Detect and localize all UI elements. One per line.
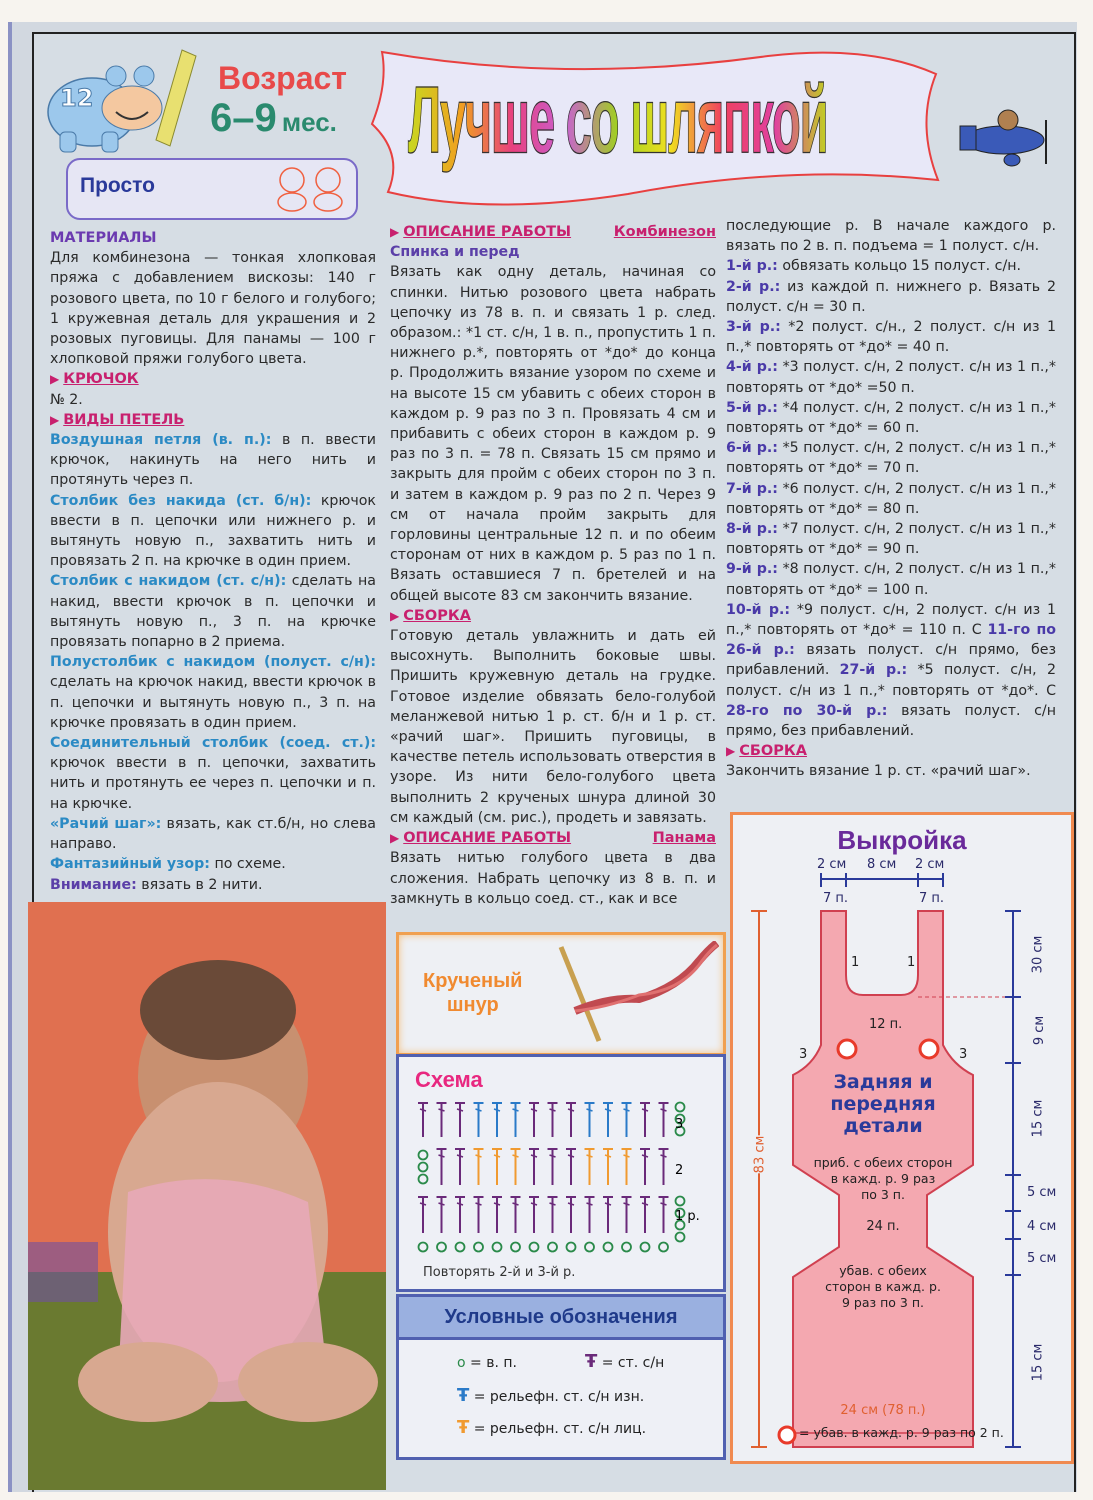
legend-item-front-post — [457, 1417, 646, 1438]
chain-stitch-symbol — [585, 1243, 594, 1252]
dimension-label: 8 см — [867, 857, 897, 872]
right-dimension-label: 5 см — [1027, 1251, 1057, 1266]
row-text: из каждой п. нижнего р. Вязать 2 полуст. с/н = 30 п. — [726, 278, 1057, 315]
row-label: 1-й р.: — [726, 258, 778, 275]
double-crochet-symbol — [474, 1103, 484, 1137]
stitch-term: Столбик с накидом (ст. с/н): — [50, 573, 287, 590]
double-crochet-symbol — [603, 1197, 613, 1233]
increase-note-line: в кажд. р. 9 раз — [830, 1171, 936, 1186]
right-dimension-label: 15 см — [1030, 1343, 1046, 1382]
chain-stitch-symbol — [419, 1243, 428, 1252]
row-label: 3-й р.: — [726, 319, 781, 336]
difficulty-label: Просто — [80, 174, 155, 197]
chain-stitch-icon: o — [457, 1355, 466, 1371]
stitch-description: сделать на крючок накид, ввести крючок в п. цепочки и вытянуть новую п., 3 п. на крючке провязать в один прием. — [50, 674, 376, 731]
turning-chain-symbol — [676, 1197, 685, 1206]
double-crochet-symbol — [622, 1149, 632, 1185]
turning-chain-symbol — [419, 1151, 428, 1160]
row-label: 5-й р.: — [726, 399, 778, 416]
double-crochet-symbol — [437, 1103, 447, 1137]
armhole-mark: 3 — [799, 1047, 808, 1062]
attention-term: Внимание: — [50, 876, 137, 893]
row-label: 9-й р.: — [726, 561, 778, 578]
age-range — [210, 96, 337, 141]
scheme-row-label: 1 р. — [675, 1209, 700, 1224]
double-crochet-symbol — [640, 1197, 650, 1233]
row-instruction — [726, 521, 1056, 557]
ruler-icon — [152, 48, 202, 148]
stitch-definition — [50, 814, 376, 854]
row-instruction — [726, 561, 1056, 597]
row-instruction — [726, 319, 1056, 355]
strap-stitch-label: 7 п. — [919, 891, 945, 906]
stitch-definition — [50, 571, 376, 652]
chain-stitch-symbol — [437, 1243, 446, 1252]
rows-list — [726, 256, 1056, 741]
increase-note — [793, 1155, 973, 1203]
decrease-note-line: 9 раз по 3 п. — [841, 1295, 924, 1310]
legend-item-back-post — [457, 1385, 644, 1406]
scheme-repeat-note: Повторять 2-й и 3-й р. — [423, 1265, 576, 1280]
row-text: *9 полуст. с/н, 2 полуст. с/н из 1 п.,* повторять от *до* = 110 п. С — [726, 601, 1057, 639]
cord-label-line: шнур — [446, 994, 499, 1016]
double-crochet-symbol — [474, 1149, 484, 1185]
right-dimension-label: 9 см — [1032, 1015, 1048, 1046]
double-crochet-symbol — [511, 1197, 521, 1233]
double-crochet-symbol — [474, 1197, 484, 1233]
decrease-note — [793, 1263, 973, 1311]
row-label: 2-й р.: — [726, 278, 781, 295]
pattern-box — [730, 812, 1074, 1464]
attention-text: вязать в 2 нити. — [136, 876, 263, 893]
row-label: 4-й р.: — [726, 359, 778, 376]
stitch-term: Воздушная петля (в. п.): — [50, 432, 272, 449]
work2-text: Вязать нитью голубого цвета в два сложения. Набрать цепочку из 8 в. п. и замкнуть в кольцо соед. ст., как и все — [390, 850, 716, 907]
stitch-description: в п. ввести крючок, накинуть на него нить и протянуть через п. — [50, 432, 376, 489]
stitch-definition — [50, 733, 376, 814]
right-dimension-label: 5 см — [1027, 1185, 1057, 1200]
right-dimension-label: 4 см — [1027, 1219, 1057, 1234]
hook-text: № 2. — [50, 391, 83, 408]
row-instruction — [726, 359, 1056, 395]
stitch-definition — [50, 491, 376, 572]
legend-text: = в. п. — [470, 1355, 517, 1371]
strap-stitch-label: 7 п. — [823, 891, 849, 906]
middle-column — [390, 222, 716, 909]
row-instruction — [726, 481, 1056, 517]
row-label: 7-й р.: — [726, 480, 778, 497]
back-post-dc-icon: Ŧ — [457, 1385, 470, 1406]
double-crochet-symbol — [622, 1197, 632, 1233]
age-label: Возраст — [218, 60, 347, 96]
circle-note: = убав. в кажд. р. 9 раз по 2 п. — [799, 1425, 1004, 1440]
double-crochet-symbol — [455, 1149, 465, 1185]
row-label: 28-го по 30-й р.: — [726, 702, 888, 719]
row-text: *4 полуст. с/н, 2 полуст. с/н из 1 п.,* повторять от *до* = 60 п. — [726, 399, 1056, 437]
left-column — [50, 228, 376, 895]
double-crochet-icon: Ŧ — [585, 1351, 598, 1372]
triangle-icon: ▶ — [390, 608, 400, 623]
right-assembly-text: Закончить вязание 1 р. ст. «рачий шаг». — [726, 763, 1031, 780]
piece-name-line: Задняя и — [833, 1071, 933, 1093]
work-heading-label: ОПИСАНИЕ РАБОТЫ — [403, 224, 572, 240]
stitch-description: крючок ввести в п. цепочки или нижнего р. и вытянуть новую п., захватить нить и провязать 2 п. на крючке в один прием. — [50, 492, 376, 570]
row-label: 8-й р.: — [726, 521, 778, 538]
stitch-term: Соединительный столбик (соед. ст.): — [50, 735, 376, 752]
row-text: *8 полуст. с/н, 2 полуст. с/н из 1 п.,* повторять от *до* = 100 п. — [726, 561, 1056, 598]
double-crochet-symbol — [659, 1103, 669, 1137]
row-label: 27-й р.: — [839, 662, 908, 679]
right-dimension-label: 15 см — [1030, 1099, 1046, 1138]
front-post-dc-icon: Ŧ — [457, 1417, 470, 1438]
legend-text: = ст. с/н — [601, 1355, 665, 1371]
row-instruction — [726, 400, 1056, 436]
dimension-label: 2 см — [817, 857, 847, 872]
double-crochet-symbol — [418, 1197, 428, 1233]
row-instruction — [726, 258, 1021, 274]
page-title: Лучше со шляпкой — [408, 67, 828, 174]
stitch-definition — [50, 652, 376, 733]
triangle-icon: ▶ — [50, 412, 60, 427]
double-crochet-symbol — [603, 1149, 613, 1185]
work-heading-row — [390, 222, 716, 242]
double-crochet-symbol — [492, 1197, 502, 1233]
stitches-section-heading — [50, 410, 376, 430]
row-text: *5 полуст. с/н, 2 полуст. с/н из 1 п.,* повторять от *до* = 70 п. — [726, 440, 1056, 477]
chain-stitch-symbol — [641, 1243, 650, 1252]
work2-item-label: Панама — [652, 830, 716, 847]
chain-stitch-symbol — [530, 1243, 539, 1252]
row-text: *2 полуст. с/н., 2 полуст. с/н из 1 п.,* повторять от *до* = 40 п. — [726, 319, 1056, 356]
pattern-diagram — [733, 815, 1071, 1461]
chain-stitch-symbol — [548, 1243, 557, 1252]
chain-stitch-symbol — [604, 1243, 613, 1252]
row-text: *6 полуст. с/н, 2 полуст. с/н из 1 п.,* повторять от *до* = 80 п. — [726, 480, 1056, 517]
scheme-title: Схема — [415, 1067, 483, 1092]
airplane-icon — [956, 98, 1052, 178]
double-crochet-symbol — [437, 1197, 447, 1233]
materials-text: Для комбинезона — тонкая хлопковая пряжа с добавлением вискозы: 140 г розового цвета, по 10 г белого и голубого; 1 кружевная деталь для украшения и 2 розовых пуговицы. Для панамы — 100 г хлопковой пряжи голубого цвета. — [50, 250, 376, 368]
stitch-term: Столбик без накида (ст. б/н): — [50, 492, 312, 509]
double-crochet-symbol — [603, 1103, 613, 1137]
double-crochet-symbol — [455, 1103, 465, 1137]
row-text: вязать полуст. с/н прямо, без прибавлений. — [726, 642, 1056, 679]
double-crochet-symbol — [659, 1149, 669, 1185]
row-text: *7 полуст. с/н, 2 полуст. с/н из 1 п.,* повторять от *до* = 90 п. — [726, 521, 1056, 558]
chain-stitch-symbol — [567, 1243, 576, 1252]
turning-chain-symbol — [419, 1175, 428, 1184]
neck-decrease-mark: 1 — [907, 955, 916, 970]
row-label: 11-го по 26-й р.: — [726, 622, 1056, 659]
stitch-term: Полустолбик с накидом (полуст. с/н): — [50, 654, 376, 671]
double-crochet-symbol — [585, 1103, 595, 1137]
twisted-cord-box — [396, 932, 726, 1056]
sub-heading: Спинка и перед — [390, 244, 520, 261]
stitch-definition — [50, 430, 376, 491]
stitches-heading: ВИДЫ ПЕТЕЛЬ — [63, 411, 185, 428]
body-text: Вязать как одну деталь, начиная со спинки. Нитью розового цвета набрать цепочку из 78 в. п. и связать 1 р. след. образом.: *1 ст. с/н, 1 в. п., пропустить 1 п. нижнего р.*, повторять от *до* до конца р. Продолжить вязание узором по схеме и на высоте 15 см убавить с обеих сторон в каждом р. 9 раз по 3 п. Провязать 4 см и прибавить с обеих сторон в каждом р. 9 раз по 3 п. = 78 п. Связать 15 см прямо и закрыть для пройм с обеих сторон по 3 п. и затем в каждом р. 9 раз по 2 п. Через 9 см от начала пройм закрыть для горловины центральные 12 п. и по обеим сторонам от них в каждом р. 5 раз по 1 п. Вязать оставшиеся 7 п. бретелей и на общей высоте 83 см закончить вязание. — [390, 264, 716, 604]
double-crochet-symbol — [492, 1149, 502, 1185]
row-text: *3 полуст. с/н, 2 полуст. с/н из 1 п.,* повторять от *до* =50 п. — [726, 359, 1056, 396]
legend-text: = рельефн. ст. с/н лиц. — [473, 1421, 647, 1437]
neck-stitch-label: 12 п. — [869, 1017, 903, 1032]
double-crochet-symbol — [437, 1149, 447, 1185]
legend-text: = рельефн. ст. с/н изн. — [473, 1389, 645, 1405]
scheme-row-label: 3 — [675, 1117, 684, 1132]
assembly-text: Готовую деталь увлажнить и дать ей высохнуть. Выполнить боковые швы. Пришить кружевную деталь на грудке. Готовое изделие обвязать бело-голубой меланжевой нитью 1 р. ст. б/н и 1 р. ст. «рачий шаг». Пришить пуговицы, в качестве петель использовать отверстия в узоре. Из нити бело-голубого цвета выполнить 2 крученых шнура длиной 30 см каждый (см. рис.), продеть и завязать. — [390, 628, 716, 826]
pattern-title: Выкройка — [837, 825, 967, 855]
triangle-icon: ▶ — [726, 744, 736, 759]
double-crochet-symbol — [455, 1197, 465, 1233]
work2-heading-label: ОПИСАНИЕ РАБОТЫ — [403, 830, 572, 847]
triangle-icon: ▶ — [390, 831, 400, 846]
cord-label-line: Крученый — [423, 970, 523, 992]
stitch-description: крючок ввести в п. цепочки, захватить нить и протянуть ее через п. цепочки и п. на крючке. — [50, 755, 376, 812]
work2-heading-row — [390, 828, 716, 848]
row-instruction — [726, 279, 1056, 315]
double-crochet-symbol — [492, 1103, 502, 1137]
turning-chain-symbol — [419, 1163, 428, 1172]
decrease-note-line: сторон в кажд. р. — [825, 1279, 941, 1294]
hook-section-heading — [50, 369, 376, 389]
triangle-icon: ▶ — [390, 225, 400, 239]
stitch-description: по схеме. — [209, 856, 286, 873]
chain-stitch-symbol — [493, 1243, 502, 1252]
row-text: *5 полуст. с/н, 2 полуст. с/н из 1 п.,* повторять от *до*. С — [726, 662, 1056, 699]
baby-photo-illustration — [28, 902, 386, 1490]
row-label: 6-й р.: — [726, 440, 778, 457]
bottom-width-label: 24 см (78 п.) — [840, 1403, 926, 1418]
increase-note-line: приб. с обеих сторон — [813, 1155, 953, 1170]
chain-stitch-symbol — [622, 1243, 631, 1252]
attention-note — [50, 875, 376, 895]
assembly-heading-label: СБОРКА — [403, 607, 471, 624]
double-crochet-symbol — [418, 1103, 428, 1137]
legend-item-dc — [585, 1351, 664, 1372]
crochet-chart — [413, 1097, 713, 1257]
legend-title: Условные обозначения — [399, 1297, 723, 1340]
double-crochet-symbol — [566, 1103, 576, 1137]
double-crochet-symbol — [622, 1103, 632, 1137]
scheme-row-label: 2 — [675, 1163, 684, 1178]
decrease-note-line: убав. с обеих — [839, 1263, 927, 1278]
legend-item-chain — [457, 1355, 517, 1371]
double-crochet-symbol — [548, 1149, 558, 1185]
dimension-label: 2 см — [915, 857, 945, 872]
right-assembly-heading — [726, 741, 1056, 761]
age-unit: мес. — [281, 107, 337, 137]
row-text: обвязать кольцо 15 полуст. с/н. — [777, 258, 1022, 275]
waist-stitch-label: 24 п. — [866, 1219, 900, 1234]
turning-chain-symbol — [676, 1103, 685, 1112]
row-instruction — [726, 440, 1056, 476]
materials-heading: МАТЕРИАЛЫ — [50, 230, 157, 246]
double-crochet-symbol — [659, 1197, 669, 1233]
double-crochet-symbol — [548, 1197, 558, 1233]
row-instruction — [726, 602, 1056, 739]
difficulty-badge — [66, 158, 358, 220]
intro-text: последующие р. В начале каждого р. вязать по 2 в. п. подъема = 1 полуст. с/н. — [726, 218, 1056, 255]
piece-name-line: передняя — [830, 1093, 936, 1115]
triangle-icon: ▶ — [50, 372, 60, 387]
work-item-label: Комбинезон — [613, 224, 716, 240]
double-crochet-symbol — [585, 1149, 595, 1185]
total-height-label: 83 см — [752, 1135, 768, 1174]
increase-note-line: по 3 п. — [861, 1187, 905, 1202]
double-crochet-symbol — [585, 1197, 595, 1233]
babies-icon — [272, 164, 352, 212]
piece-name-line: детали — [843, 1115, 923, 1137]
right-assembly-heading-label: СБОРКА — [739, 743, 807, 760]
hook-heading: КРЮЧОК — [63, 371, 139, 388]
twisted-cord-label — [423, 969, 522, 1017]
stitch-description: вязать, как ст.б/н, но слева направо. — [50, 815, 377, 853]
twisted-cord-illustration — [549, 941, 719, 1045]
row-label: 10-й р.: — [726, 601, 791, 618]
turning-chain-symbol — [676, 1233, 685, 1242]
double-crochet-symbol — [548, 1103, 558, 1137]
right-dimension-label: 30 см — [1030, 935, 1046, 974]
work-heading — [390, 222, 571, 242]
double-crochet-symbol — [640, 1103, 650, 1137]
double-crochet-symbol — [511, 1103, 521, 1137]
piece-name — [793, 1071, 973, 1137]
stitch-term: Фантазийный узор: — [50, 856, 210, 873]
stitch-definition — [50, 854, 376, 874]
age-range-value: 6–9 — [210, 96, 277, 140]
baby-photo — [28, 902, 386, 1490]
stitch-description: сделать на накид, ввести крючок в п. цепочки и вытянуть новую п., 3 п. на крючке провязать попарно в 2 приема. — [50, 573, 376, 651]
double-crochet-symbol — [566, 1149, 576, 1185]
stitch-term: «Рачий шаг»: — [50, 815, 162, 832]
double-crochet-symbol — [529, 1103, 539, 1137]
chain-stitch-symbol — [456, 1243, 465, 1252]
chain-stitch-symbol — [511, 1243, 520, 1252]
chain-stitch-symbol — [474, 1243, 483, 1252]
double-crochet-symbol — [529, 1149, 539, 1185]
chain-stitch-symbol — [659, 1243, 668, 1252]
scheme-box — [396, 1054, 726, 1292]
assembly-heading — [390, 606, 716, 626]
legend-box — [396, 1294, 726, 1460]
double-crochet-symbol — [566, 1197, 576, 1233]
double-crochet-symbol — [511, 1149, 521, 1185]
neck-decrease-mark: 1 — [851, 955, 860, 970]
armhole-mark: 3 — [959, 1047, 968, 1062]
work2-heading — [390, 828, 571, 848]
double-crochet-symbol — [529, 1197, 539, 1233]
right-column — [726, 216, 1056, 782]
double-crochet-symbol — [640, 1149, 650, 1185]
row-text: вязать полуст. с/н прямо, без прибавлений. — [726, 702, 1056, 740]
page-number: 12 — [60, 84, 94, 112]
